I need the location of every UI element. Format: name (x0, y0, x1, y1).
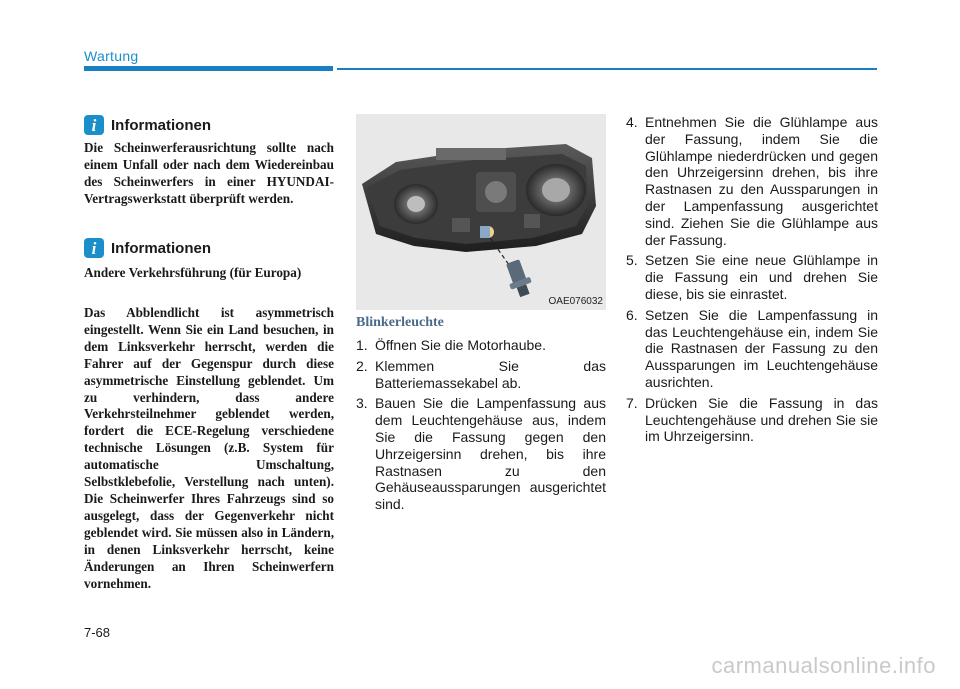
header-rule-thin (337, 68, 877, 70)
info-text-alignment: Die Scheinwerferausrichtung sollte nach einem Unfall oder nach dem Wiedereinbau des Scheinwerfers in einer HYUNDAI-Vertragswerkstatt überprüft werden. (84, 140, 334, 206)
steps-list-col3 (626, 114, 878, 449)
list-item: 2. Klemmen Sie das Batteriemassekabel ab. (356, 357, 606, 391)
list-item: 1. Öffnen Sie die Motorhaube. (356, 337, 546, 353)
steps-list-col2 (356, 337, 606, 517)
list-item: 6. Setzen Sie die Lampenfassung in das Leuchtengehäuse ein, indem Sie die Rastnasen der Fassung zu den Aussparungen im Leuchtengehäuse ausrichten. (626, 306, 878, 390)
info-heading-2 (84, 238, 211, 258)
watermark: carmanualsonline.info (711, 653, 936, 678)
headlamp-illustration (356, 114, 606, 310)
info-heading-1 (84, 115, 211, 135)
info-title: Informationen (111, 239, 211, 257)
info-subtitle-traffic: Andere Verkehrsführung (für Europa) (84, 265, 302, 280)
info-title: Informationen (111, 116, 211, 134)
blinker-heading: Blinkerleuchte (356, 315, 444, 330)
page-number: 7-68 (84, 625, 111, 640)
list-item: 5. Setzen Sie eine neue Glühlampe in die Fassung ein und drehen Sie diese, bis sie einrastet. (626, 252, 878, 302)
headlamp-figure (356, 114, 606, 310)
section-label: Wartung (84, 48, 139, 64)
info-icon: i (84, 238, 104, 258)
list-item: 3. Bauen Sie die Lampenfassung aus dem Leuchtengehäuse aus, indem Sie die Fassung gegen den Uhrzeigersinn drehen, bis ihre Rastnasen zu den Gehäuseaussparungen ausgerichtet sind. (356, 395, 606, 513)
info-icon: i (84, 115, 104, 135)
list-item: 7. Drücken Sie die Fassung in das Leuchtengehäuse und drehen Sie sie im Uhrzeigersinn. (626, 394, 878, 445)
figure-code: OAE076032 (548, 296, 603, 307)
header-rule-thick (84, 66, 333, 71)
list-item: 4. Entnehmen Sie die Glühlampe aus der Fassung, indem Sie die Glühlampe niederdrücken und gegen den Uhrzeigersinn drehen, bis ihre Rastnasen zu den Aussparungen in der Lampenfassung ausgerichtet sind. Ziehen Sie die Glühlampe aus der Fassung. (626, 114, 878, 248)
info-text-traffic: Das Abblendlicht ist asymmetrisch eingestellt. Wenn Sie ein Land besuchen, in dem Linksverkehr herrscht, werden die Fahrer auf der Gegenspur durch diese asymmetrische Einstellung geblendet. Um zu verhindern, dass andere Verkehrsteilnehmer geblendet werden, fordert die ECE-Regelung verschiedene technische Lösungen (z.B. System für automatische Umschaltung, Selbstklebefolie, Verstellung nach unten). Die Scheinwerfer Ihres Fahrzeugs sind so ausgelegt, dass der Gegenverkehr nicht geblendet wird. Sie müssen also in Ländern, in denen Linksverkehr herrscht, keine Änderungen an Ihren Scheinwerfern vornehmen. (84, 305, 334, 591)
